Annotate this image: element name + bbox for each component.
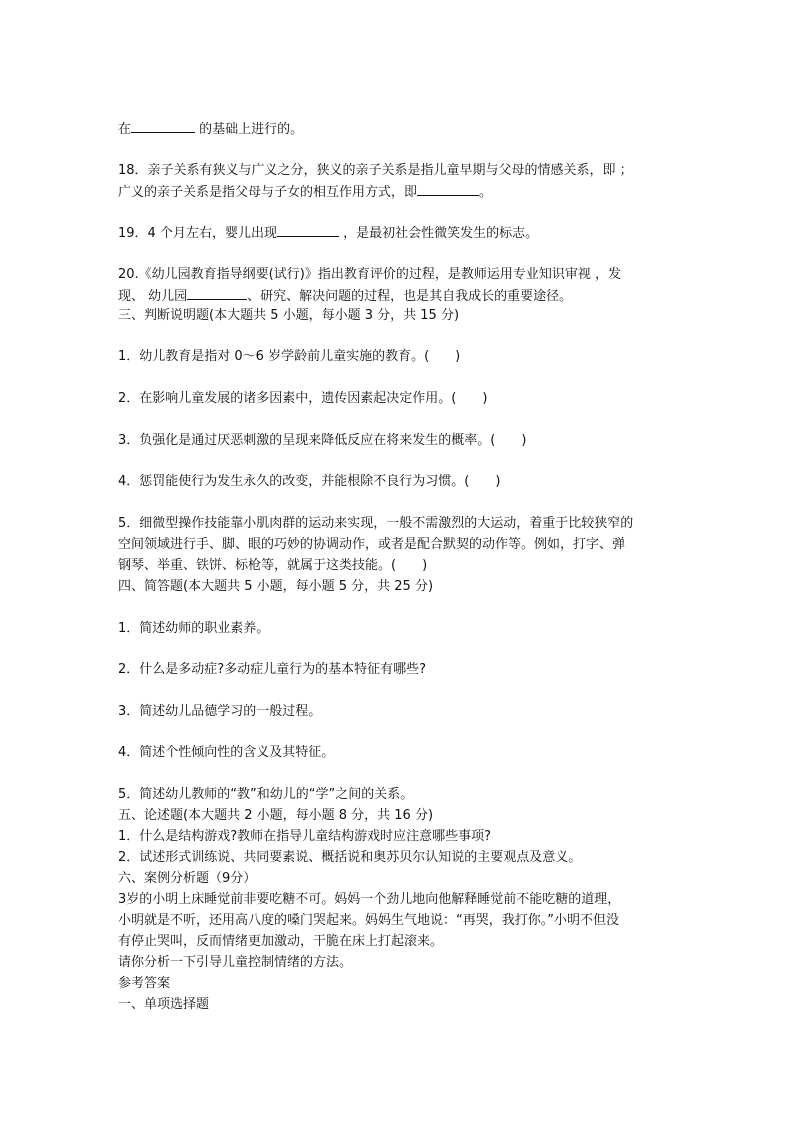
judgement-item-1: 1．幼儿教育是指对 0～6 岁学龄前儿童实施的教育。( ): [118, 349, 461, 364]
judgement-item-4: 4．惩罚能使行为发生永久的改变，并能根除不良行为习惯。( ): [118, 474, 501, 489]
case-question: 请你分析一下引导儿童控制情绪的方法。: [118, 955, 353, 970]
question-18-line-1: 18．亲子关系有狭义与广义之分，狭义的亲子关系是指儿童早期与父母的情感关系，即 ；: [118, 163, 633, 178]
short-answer-item-5: 5．简述幼儿教师的“教”和幼儿的“学”之间的关系。: [118, 787, 414, 802]
fill-blank: [187, 285, 247, 300]
section-3-heading: 三、判断说明题(本大题共 5 小题，每小题 3 分，共 15 分): [118, 308, 460, 323]
judgement-item-5-line-1: 5．细微型操作技能靠小肌肉群的运动来实现，一般不需激烈的大运动，着重于比较狭窄的: [118, 516, 634, 531]
short-answer-item-2: 2．什么是多动症?多动症儿童行为的基本特征有哪些?: [118, 662, 427, 677]
section-6-heading: 六、案例分析题（9分）: [118, 871, 257, 886]
answers-heading: 参考答案: [118, 976, 171, 991]
section-5-heading: 五、论述题(本大题共 2 小题，每小题 8 分，共 16 分): [118, 808, 434, 823]
question-20-line-1: 20.《幼儿园教育指导纲要(试行)》指出教育评价的过程，是教师运用专业知识审视 ，发: [118, 267, 621, 282]
question-17-continuation: 在 的基础上进行的。: [118, 118, 303, 140]
essay-item-1: 1．什么是结构游戏?教师在指导儿童结构游戏时应注意哪些事项?: [118, 829, 492, 844]
fill-blank: [277, 222, 339, 237]
short-answer-item-1: 1．简述幼师的职业素养。: [118, 621, 270, 636]
case-text-line-3: 有停止哭叫，反而情绪更加激动，干脆在床上打起滚来。: [118, 934, 444, 949]
question-20-line-2: 现、 幼儿园 、研究、解决问题的过程，也是其自我成长的重要途径。: [118, 285, 572, 307]
judgement-item-5-line-2: 空间领域进行手、脚、眼的巧妙的协调动作，或者是配合默契的动作等。例如，打字、弹: [118, 537, 626, 552]
answers-subheading: 一、单项选择题: [118, 997, 210, 1012]
judgement-item-3: 3．负强化是通过厌恶刺激的呈现来降低反应在将来发生的概率。( ): [118, 433, 527, 448]
section-4-heading: 四、简答题(本大题共 5 小题，每小题 5 分，共 25 分): [118, 579, 434, 594]
case-text-line-1: 3岁的小明上床睡觉前非要吃糖不可。妈妈一个劲儿地向他解释睡觉前不能吃糖的道理，: [118, 892, 621, 907]
fill-blank: [131, 118, 195, 133]
short-answer-item-3: 3．简述幼儿品德学习的一般过程。: [118, 704, 322, 719]
case-text-line-2: 小明就是不听，还用高八度的嗓门哭起来。妈妈生气地说：“再哭，我打你。”小明不但没: [118, 913, 619, 928]
fill-blank: [417, 181, 479, 196]
short-answer-item-4: 4．简述个性倾向性的含义及其特征。: [118, 745, 335, 760]
question-18-line-2: 广义的亲子关系是指父母与子女的相互作用方式，即 。: [118, 181, 492, 203]
question-19: 19．4 个月左右，婴儿出现 ，是最初社会性微笑发生的标志。: [118, 222, 538, 244]
judgement-item-5-line-3: 钢琴、举重、铁饼、标枪等，就属于这类技能。( ): [118, 558, 428, 573]
essay-item-2: 2．试述形式训练说、共同要素说、概括说和奥苏贝尔认知说的主要观点及意义。: [118, 850, 582, 865]
judgement-item-2: 2．在影响儿童发展的诸多因素中，遗传因素起决定作用。( ): [118, 391, 488, 406]
